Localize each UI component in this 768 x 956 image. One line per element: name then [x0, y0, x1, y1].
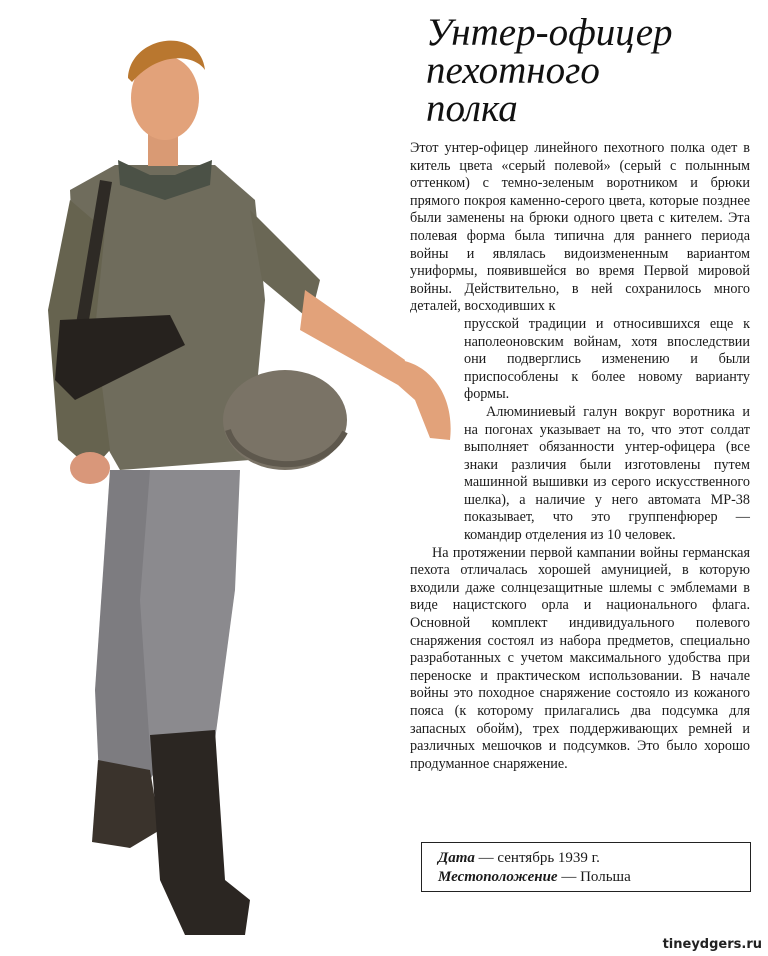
- right-boot: [150, 730, 250, 935]
- paragraph-1: Этот унтер-офицер линейного пехотного полка одет в китель цвета «серый полевой» (серый с полынным оттенком) с темно-зеленым воротником и брюки прямого покроя каменно-серого цвета, которые позднее были заменены на брюки одного цвета с кителем. Эта полевая форма была типична для раннего периода войны и являлась видоизмененным вариантом униформы, появившейся во время Первой мировой войны. Действительно, в ней сохранилось много деталей, восходивших к: [410, 140, 750, 315]
- paragraph-3: На протяжении первой кампании войны германская пехота отличалась хорошей амуницией, в которую входили даже солнцезащитные шлемы с эмблемами в виде нацистского орла и национального флага. Основной комплект индивидуального полевого снаряжения состоял из набора предметов, специально разработанных с учетом максимального удобства при переноске и практическом использовании. В начале войны это походное снаряжение состояло из кожаного пояса (к которому прилагались два подсумка для запасных обойм), трех поддерживающих ремней и различных мешочков и подсумков. Это было хорошо продуманное снаряжение.: [410, 544, 750, 772]
- location-row: [438, 868, 750, 887]
- right-trouser-leg: [140, 470, 240, 750]
- left-hand: [70, 452, 110, 484]
- location-value: — Польша: [557, 869, 631, 885]
- page-title: [426, 11, 756, 130]
- article-body: [410, 140, 750, 773]
- watermark: tineydgers.ru: [662, 937, 762, 952]
- date-label: Дата: [438, 850, 475, 866]
- paragraph-2: Алюминиевый галун вокруг воротника и на погонах указывает на то, что этот солдат выполняет обязанности унтер-офицера (все знаки различия были изготовлены путем машинной вышивки из серого искусственного шелка), а наличие у него автомата МР-38 показывает, что это группенфюрер — командир отделения из 10 человек.: [464, 403, 750, 544]
- date-row: [438, 849, 750, 868]
- info-box: [421, 842, 751, 892]
- date-value: — сентябрь 1939 г.: [474, 850, 600, 866]
- paragraph-1-continued: прусской традиции и относившихся еще к наполеоновским войнам, хотя впоследствии они подверглись изменению и были приспособлены к более новому варианту формы.: [464, 315, 750, 403]
- location-label: Местоположение: [438, 869, 558, 885]
- title-line-1: Унтер-офицер: [426, 11, 673, 54]
- title-line-3: полка: [426, 87, 518, 130]
- right-forearm: [300, 290, 405, 385]
- title-line-2: пехотного: [426, 49, 600, 92]
- left-boot: [92, 760, 160, 848]
